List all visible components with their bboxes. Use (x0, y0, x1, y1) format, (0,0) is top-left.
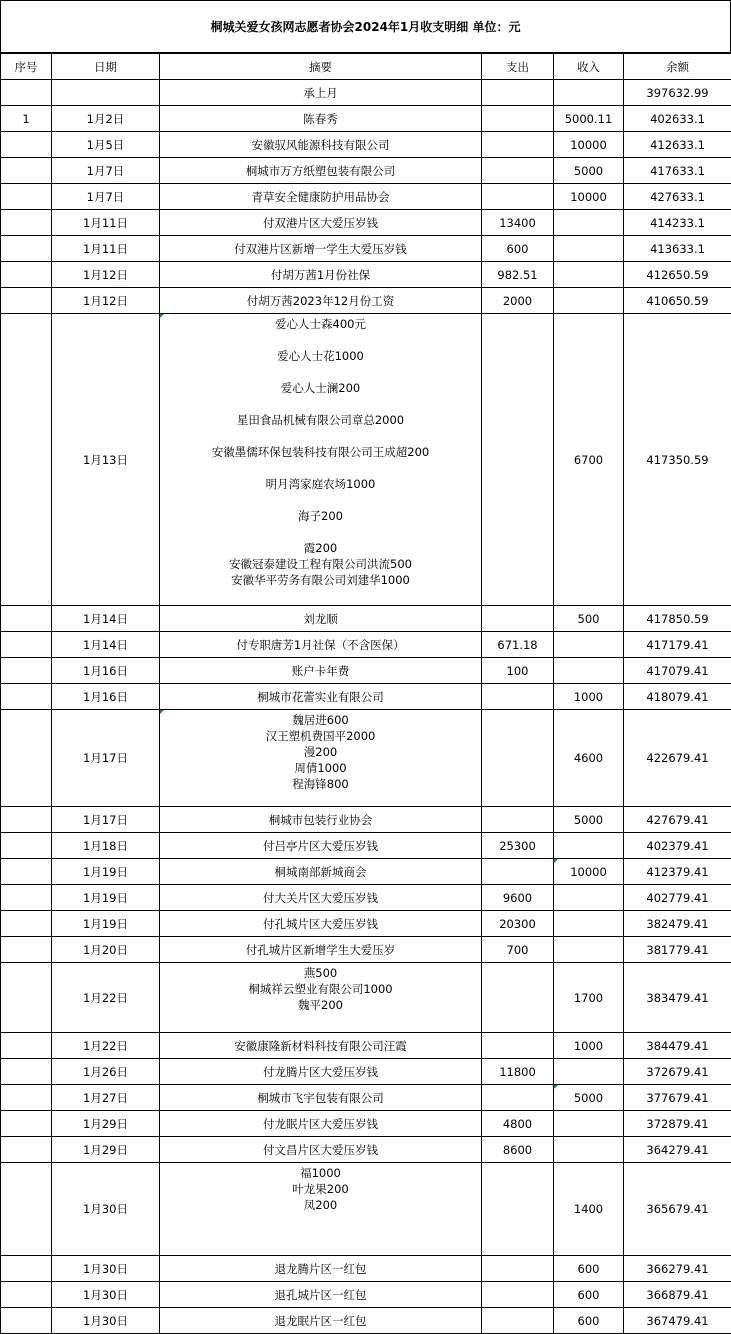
cell-summary: 退孔城片区一红包 (160, 1282, 482, 1308)
cell-income: 1000 (554, 684, 624, 710)
table-row (1, 184, 731, 210)
cell-date: 1月30日 (52, 1282, 160, 1308)
cell-date: 1月22日 (52, 1033, 160, 1059)
cell-summary: 付龙腾片区大爱压岁钱 (160, 1059, 482, 1085)
cell-summary: 桐城市万方纸塑包装有限公司 (160, 158, 482, 184)
cell-expense (482, 606, 554, 632)
ledger-table (0, 53, 731, 1334)
cell-balance: 382479.41 (624, 911, 731, 937)
table-row (1, 262, 731, 288)
cell-income: 600 (554, 1308, 624, 1334)
cell-summary: 承上月 (160, 80, 482, 106)
table-row (1, 210, 731, 236)
table-row (1, 80, 731, 106)
cell-balance: 413633.1 (624, 236, 731, 262)
summary-line: 福1000 (160, 1165, 481, 1181)
cell-date: 1月11日 (52, 236, 160, 262)
cell-income: 5000 (554, 807, 624, 833)
cell-balance: 417350.59 (624, 314, 731, 606)
cell-date: 1月11日 (52, 210, 160, 236)
cell-seq (1, 184, 52, 210)
cell-balance: 383479.41 (624, 963, 731, 1033)
cell-balance: 381779.41 (624, 937, 731, 963)
cell-balance: 384479.41 (624, 1033, 731, 1059)
cell-summary: 桐城市花蕾实业有限公司 (160, 684, 482, 710)
cell-date: 1月18日 (52, 833, 160, 859)
cell-expense (482, 1308, 554, 1334)
cell-seq (1, 1282, 52, 1308)
cell-summary: 付胡万茜2023年12月份工资 (160, 288, 482, 314)
cell-balance: 417079.41 (624, 658, 731, 684)
table-row (1, 314, 731, 606)
cell-date: 1月17日 (52, 807, 160, 833)
cell-seq (1, 1059, 52, 1085)
cell-expense (482, 963, 554, 1033)
cell-expense: 2000 (482, 288, 554, 314)
cell-expense: 982.51 (482, 262, 554, 288)
cell-seq (1, 807, 52, 833)
table-row (1, 1059, 731, 1085)
cell-balance: 372879.41 (624, 1111, 731, 1137)
cell-expense: 11800 (482, 1059, 554, 1085)
cell-date: 1月19日 (52, 885, 160, 911)
cell-date: 1月30日 (52, 1163, 160, 1256)
cell-date: 1月16日 (52, 684, 160, 710)
cell-date: 1月14日 (52, 632, 160, 658)
cell-date: 1月7日 (52, 184, 160, 210)
cell-expense: 25300 (482, 833, 554, 859)
table-row (1, 1308, 731, 1334)
summary-line: 安徽华平劳务有限公司刘建华1000 (160, 572, 481, 588)
cell-income: 6700 (554, 314, 624, 606)
cell-expense (482, 1033, 554, 1059)
summary-line: 凤200 (160, 1197, 481, 1213)
cell-seq (1, 132, 52, 158)
summary-line: 爱心人士澜200 (160, 380, 481, 396)
table-row (1, 963, 731, 1033)
table-row (1, 658, 731, 684)
summary-line: 桐城祥云塑业有限公司1000 (160, 981, 481, 997)
cell-expense (482, 859, 554, 885)
cell-seq (1, 684, 52, 710)
table-row (1, 859, 731, 885)
cell-balance: 412379.41 (624, 859, 731, 885)
sheet-title: 桐城关爱女孩网志愿者协会2024年1月收支明细 单位：元 (0, 0, 731, 53)
table-row (1, 684, 731, 710)
cell-summary: 付双港片区新增一学生大爱压岁钱 (160, 236, 482, 262)
cell-expense: 671.18 (482, 632, 554, 658)
summary-line: 海子200 (160, 508, 481, 524)
cell-expense (482, 106, 554, 132)
table-row (1, 1033, 731, 1059)
table-row (1, 132, 731, 158)
cell-expense: 700 (482, 937, 554, 963)
cell-summary: 桐城市包装行业协会 (160, 807, 482, 833)
summary-line: 爱心人士森400元 (160, 316, 481, 332)
header-seq: 序号 (1, 54, 52, 80)
cell-date: 1月22日 (52, 963, 160, 1033)
cell-income: 10000 (554, 132, 624, 158)
cell-expense: 9600 (482, 885, 554, 911)
header-income: 收入 (554, 54, 624, 80)
cell-summary: 付孔城片区新增学生大爱压岁 (160, 937, 482, 963)
cell-expense: 13400 (482, 210, 554, 236)
table-row (1, 606, 731, 632)
cell-balance: 366879.41 (624, 1282, 731, 1308)
table-row (1, 911, 731, 937)
cell-seq (1, 262, 52, 288)
cell-income (554, 833, 624, 859)
header-summary: 摘要 (160, 54, 482, 80)
summary-line: 周倩1000 (160, 760, 481, 776)
cell-date: 1月12日 (52, 288, 160, 314)
cell-expense (482, 1256, 554, 1282)
cell-expense (482, 158, 554, 184)
cell-expense: 600 (482, 236, 554, 262)
cell-seq (1, 236, 52, 262)
cell-date: 1月29日 (52, 1111, 160, 1137)
cell-income: 5000 (554, 1085, 624, 1111)
cell-expense (482, 314, 554, 606)
cell-summary: 退龙腾片区一红包 (160, 1256, 482, 1282)
summary-line: 霞200 (160, 540, 481, 556)
cell-summary: 付龙眠片区大爱压岁钱 (160, 1111, 482, 1137)
cell-date: 1月12日 (52, 262, 160, 288)
header-date: 日期 (52, 54, 160, 80)
cell-seq (1, 632, 52, 658)
header-expense: 支出 (482, 54, 554, 80)
cell-summary: 陈春秀 (160, 106, 482, 132)
cell-income: 10000 (554, 859, 624, 885)
cell-date: 1月19日 (52, 911, 160, 937)
cell-date: 1月7日 (52, 158, 160, 184)
cell-balance: 364279.41 (624, 1137, 731, 1163)
cell-income: 4600 (554, 710, 624, 807)
cell-income (554, 80, 624, 106)
table-row (1, 937, 731, 963)
cell-date: 1月5日 (52, 132, 160, 158)
table-row (1, 288, 731, 314)
summary-line: 魏平200 (160, 997, 481, 1013)
table-row (1, 833, 731, 859)
cell-expense: 100 (482, 658, 554, 684)
cell-balance: 372679.41 (624, 1059, 731, 1085)
table-row (1, 158, 731, 184)
cell-seq (1, 885, 52, 911)
cell-seq (1, 1111, 52, 1137)
cell-income: 5000 (554, 158, 624, 184)
cell-summary (160, 1163, 482, 1256)
cell-summary: 付胡万茜1月份社保 (160, 262, 482, 288)
summary-line: 燕500 (160, 965, 481, 981)
cell-expense: 4800 (482, 1111, 554, 1137)
summary-line: 星田食品机械有限公司章总2000 (160, 412, 481, 428)
cell-expense (482, 1282, 554, 1308)
cell-date: 1月27日 (52, 1085, 160, 1111)
summary-line: 爱心人士花1000 (160, 348, 481, 364)
cell-date: 1月20日 (52, 937, 160, 963)
cell-seq (1, 859, 52, 885)
summary-line: 魏居进600 (160, 712, 481, 728)
cell-summary: 付文昌片区大爱压岁钱 (160, 1137, 482, 1163)
header-balance: 余额 (624, 54, 731, 80)
table-row (1, 807, 731, 833)
table-row (1, 1085, 731, 1111)
cell-balance: 410650.59 (624, 288, 731, 314)
cell-expense (482, 184, 554, 210)
cell-balance: 427633.1 (624, 184, 731, 210)
cell-expense (482, 710, 554, 807)
cell-seq (1, 210, 52, 236)
cell-income: 5000.11 (554, 106, 624, 132)
cell-date: 1月14日 (52, 606, 160, 632)
cell-date: 1月30日 (52, 1308, 160, 1334)
cell-income (554, 1111, 624, 1137)
cell-income (554, 236, 624, 262)
cell-seq (1, 314, 52, 606)
cell-income (554, 885, 624, 911)
cell-date: 1月13日 (52, 314, 160, 606)
table-row (1, 1256, 731, 1282)
summary-line: 程海锋800 (160, 776, 481, 792)
cell-summary: 付专职唐芳1月社保（不含医保） (160, 632, 482, 658)
cell-balance: 417179.41 (624, 632, 731, 658)
cell-expense (482, 132, 554, 158)
cell-summary: 付孔城片区大爱压岁钱 (160, 911, 482, 937)
cell-seq (1, 833, 52, 859)
cell-date: 1月17日 (52, 710, 160, 807)
cell-income: 10000 (554, 184, 624, 210)
cell-balance: 427679.41 (624, 807, 731, 833)
cell-summary: 安徽驭风能源科技有限公司 (160, 132, 482, 158)
cell-balance: 365679.41 (624, 1163, 731, 1256)
cell-balance: 417850.59 (624, 606, 731, 632)
cell-date: 1月29日 (52, 1137, 160, 1163)
cell-income (554, 937, 624, 963)
cell-seq (1, 158, 52, 184)
cell-summary: 账户卡年费 (160, 658, 482, 684)
cell-date: 1月16日 (52, 658, 160, 684)
table-row (1, 236, 731, 262)
cell-balance: 402633.1 (624, 106, 731, 132)
cell-balance: 402779.41 (624, 885, 731, 911)
cell-balance: 412650.59 (624, 262, 731, 288)
cell-income (554, 288, 624, 314)
cell-balance: 377679.41 (624, 1085, 731, 1111)
cell-income (554, 1059, 624, 1085)
cell-expense: 8600 (482, 1137, 554, 1163)
cell-seq (1, 1256, 52, 1282)
cell-date: 1月26日 (52, 1059, 160, 1085)
cell-seq (1, 1137, 52, 1163)
cell-balance: 412633.1 (624, 132, 731, 158)
table-row (1, 885, 731, 911)
header-row (1, 54, 731, 80)
summary-line: 安徽冠泰建设工程有限公司洪流500 (160, 556, 481, 572)
table-row (1, 1137, 731, 1163)
table-row (1, 106, 731, 132)
cell-summary: 刘龙顺 (160, 606, 482, 632)
summary-line: 汉王塑机费国平2000 (160, 728, 481, 744)
cell-expense (482, 80, 554, 106)
cell-summary: 付大关片区大爱压岁钱 (160, 885, 482, 911)
cell-income (554, 262, 624, 288)
cell-income (554, 210, 624, 236)
summary-line: 安徽墨儒环保包装科技有限公司王成超200 (160, 444, 481, 460)
cell-income: 1700 (554, 963, 624, 1033)
table-row (1, 632, 731, 658)
cell-income (554, 632, 624, 658)
cell-seq (1, 288, 52, 314)
cell-seq (1, 658, 52, 684)
cell-income (554, 911, 624, 937)
cell-seq (1, 937, 52, 963)
cell-seq (1, 1033, 52, 1059)
cell-balance: 422679.41 (624, 710, 731, 807)
cell-summary: 付双港片区大爱压岁钱 (160, 210, 482, 236)
cell-seq: 1 (1, 106, 52, 132)
summary-line: 叶龙果200 (160, 1181, 481, 1197)
cell-expense (482, 807, 554, 833)
cell-balance: 366279.41 (624, 1256, 731, 1282)
cell-income: 600 (554, 1256, 624, 1282)
cell-seq (1, 710, 52, 807)
cell-expense (482, 684, 554, 710)
cell-summary (160, 314, 482, 606)
cell-income: 1000 (554, 1033, 624, 1059)
cell-date (52, 80, 160, 106)
cell-balance: 402379.41 (624, 833, 731, 859)
cell-seq (1, 1308, 52, 1334)
cell-income: 500 (554, 606, 624, 632)
cell-income: 600 (554, 1282, 624, 1308)
cell-summary: 付吕亭片区大爱压岁钱 (160, 833, 482, 859)
cell-summary: 桐城市飞宇包装有限公司 (160, 1085, 482, 1111)
table-row (1, 1111, 731, 1137)
cell-expense (482, 1163, 554, 1256)
table-row (1, 710, 731, 807)
cell-summary (160, 710, 482, 807)
cell-balance: 414233.1 (624, 210, 731, 236)
cell-summary: 退龙眠片区一红包 (160, 1308, 482, 1334)
cell-seq (1, 80, 52, 106)
cell-date: 1月2日 (52, 106, 160, 132)
table-row (1, 1282, 731, 1308)
cell-summary: 桐城南部新城商会 (160, 859, 482, 885)
cell-seq (1, 963, 52, 1033)
cell-summary (160, 963, 482, 1033)
cell-date: 1月30日 (52, 1256, 160, 1282)
summary-line: 漫200 (160, 744, 481, 760)
cell-income (554, 1137, 624, 1163)
cell-seq (1, 1085, 52, 1111)
cell-summary: 安徽康隆新材料科技有限公司汪霞 (160, 1033, 482, 1059)
summary-line: 明月湾家庭农场1000 (160, 476, 481, 492)
table-row (1, 1163, 731, 1256)
cell-balance: 367479.41 (624, 1308, 731, 1334)
cell-expense: 20300 (482, 911, 554, 937)
cell-income (554, 658, 624, 684)
cell-income: 1400 (554, 1163, 624, 1256)
cell-expense (482, 1085, 554, 1111)
cell-balance: 417633.1 (624, 158, 731, 184)
cell-balance: 418079.41 (624, 684, 731, 710)
cell-seq (1, 911, 52, 937)
cell-date: 1月19日 (52, 859, 160, 885)
cell-summary: 青草安全健康防护用品协会 (160, 184, 482, 210)
cell-seq (1, 1163, 52, 1256)
cell-balance: 397632.99 (624, 80, 731, 106)
cell-seq (1, 606, 52, 632)
